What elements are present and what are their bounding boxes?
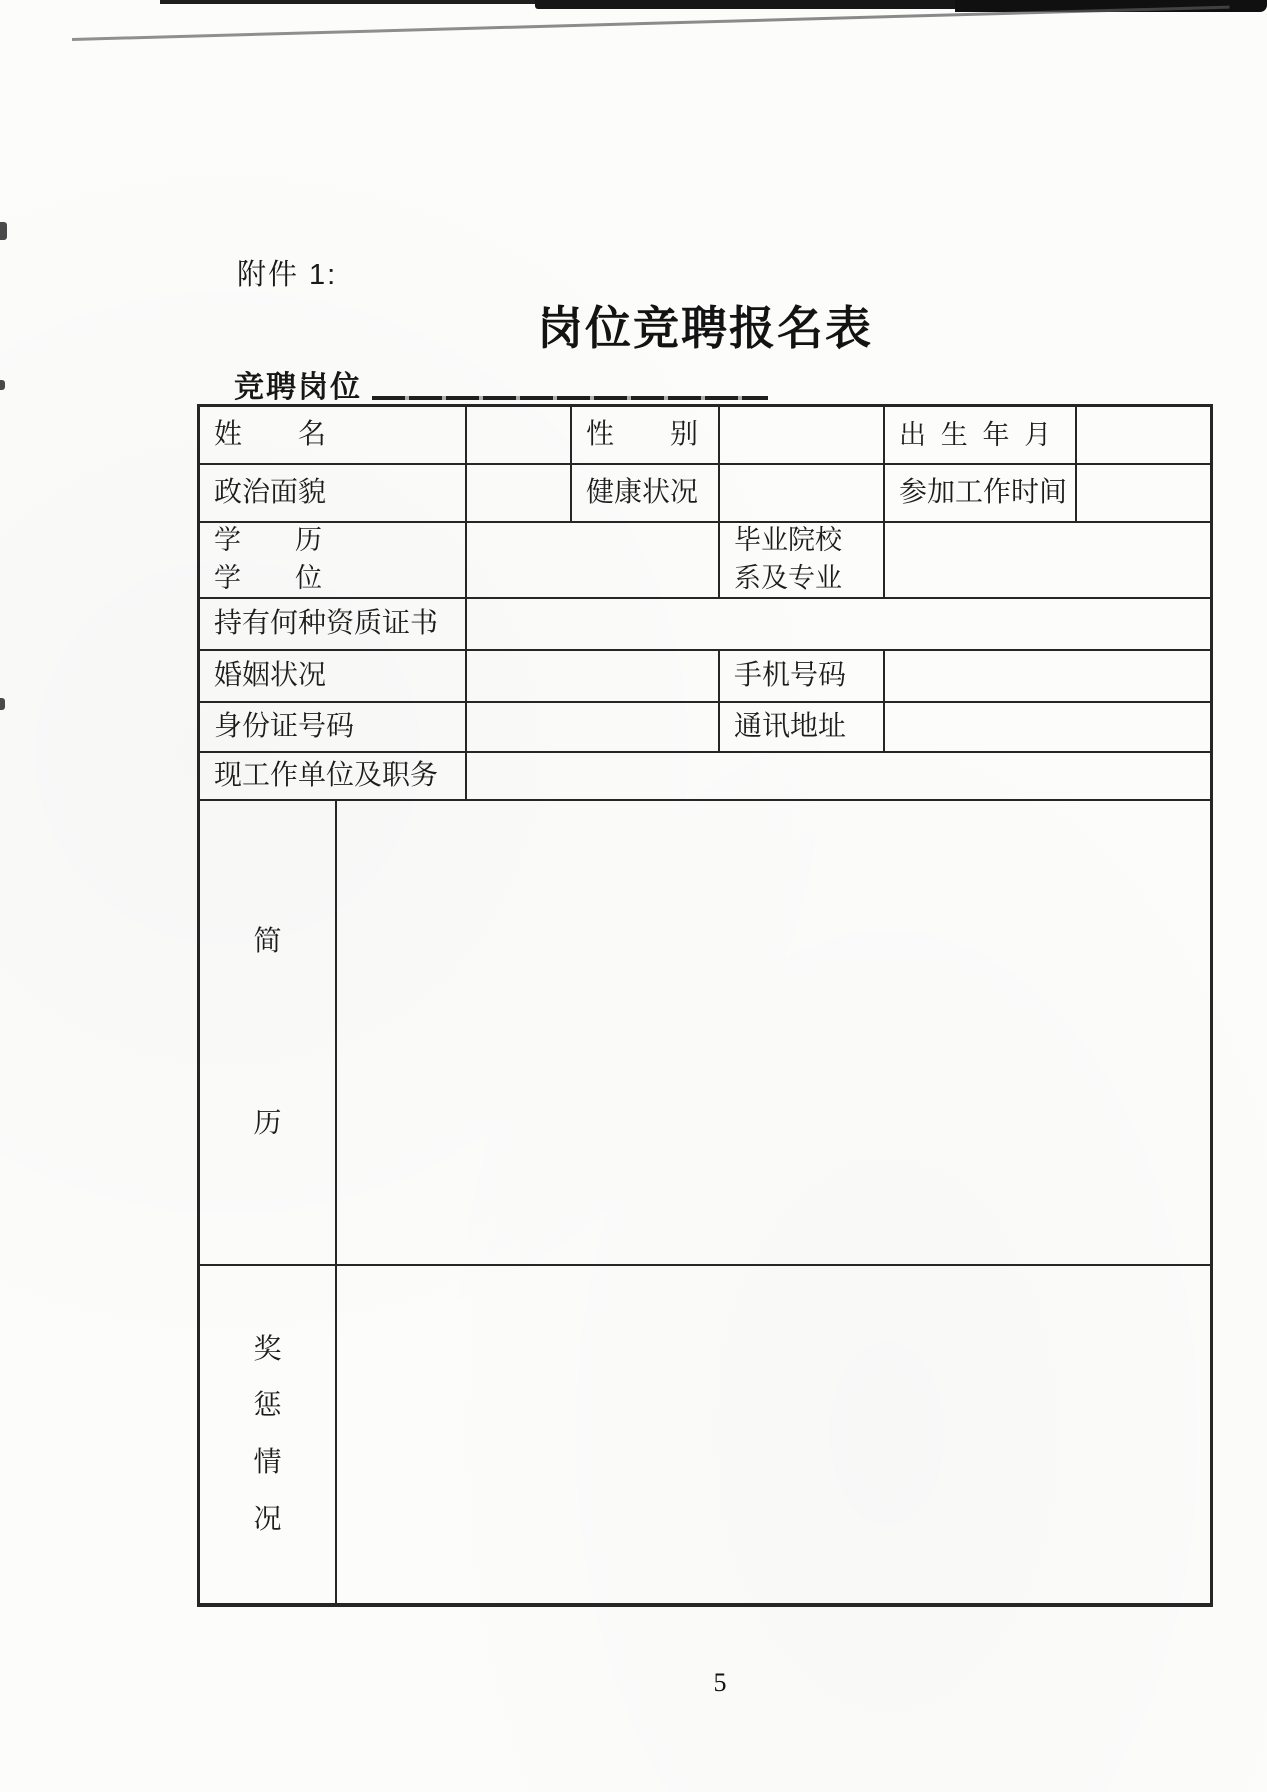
field-id-number-label: 身份证号码 <box>200 703 467 751</box>
scan-crease-line <box>72 6 1230 41</box>
field-work-start-value-cell <box>1077 465 1210 521</box>
field-birthdate-value-cell <box>1077 407 1210 463</box>
rewards-label-char4: 况 <box>253 1503 282 1535</box>
field-name-label: 姓 名 <box>200 407 467 463</box>
field-health-value-cell <box>720 465 885 521</box>
field-address-label: 通讯地址 <box>720 703 885 751</box>
field-political-status-value-cell <box>467 465 572 521</box>
field-gender-value-cell <box>720 407 885 463</box>
field-school-major-label <box>720 523 885 597</box>
education-label-line2: 学 位 <box>214 563 322 593</box>
school-label-line2: 系及专业 <box>734 563 842 593</box>
rewards-label-char1: 奖 <box>253 1333 282 1365</box>
field-education-degree-value-cell <box>467 523 720 597</box>
scan-speck <box>0 222 7 240</box>
field-resume-label <box>200 801 337 1264</box>
education-label-line1: 学 历 <box>214 525 322 556</box>
field-rewards-label <box>200 1266 337 1603</box>
resume-label-char1: 简 <box>253 925 282 957</box>
form-title: 岗位竞聘报名表 <box>537 302 873 354</box>
field-rewards-content-cell <box>337 1266 1210 1603</box>
position-field-underline <box>372 396 768 400</box>
school-label-line1: 毕业院校 <box>734 525 842 556</box>
field-employer-label: 现工作单位及职务 <box>200 753 467 799</box>
resume-label-char2: 历 <box>253 1107 282 1139</box>
rewards-label-char3: 情 <box>253 1447 282 1478</box>
field-marital-label: 婚姻状况 <box>200 651 467 701</box>
table-row-id-address <box>200 703 1210 753</box>
field-address-value-cell <box>885 703 1210 751</box>
field-name-value-cell <box>467 407 572 463</box>
field-mobile-value-cell <box>885 651 1210 701</box>
field-work-start-label: 参加工作时间 <box>885 465 1077 521</box>
table-row-education <box>200 523 1210 599</box>
scan-speck <box>0 698 5 710</box>
field-certificates-value-cell <box>467 599 1210 649</box>
table-row-marital-mobile <box>200 651 1210 703</box>
field-gender-label: 性 别 <box>572 407 720 463</box>
table-row-basic-1 <box>200 407 1210 465</box>
scan-speck <box>0 380 5 390</box>
table-row-certificates <box>200 599 1210 651</box>
field-education-degree-label <box>200 523 467 597</box>
page-number: 5 <box>713 1668 727 1697</box>
field-birthdate-label: 出 生 年 月 <box>885 407 1077 463</box>
field-employer-value-cell <box>467 753 1210 799</box>
field-mobile-label: 手机号码 <box>720 651 885 701</box>
table-row-employer <box>200 753 1210 801</box>
application-form-table <box>197 404 1213 1607</box>
field-school-major-value-cell <box>885 523 1210 597</box>
field-marital-value-cell <box>467 651 720 701</box>
table-row-rewards <box>200 1266 1210 1603</box>
position-field-label: 竞聘岗位 <box>234 371 362 404</box>
field-certificates-label: 持有何种资质证书 <box>200 599 467 649</box>
field-id-number-value-cell <box>467 703 720 751</box>
table-row-resume <box>200 801 1210 1266</box>
rewards-label-char2: 惩 <box>253 1390 282 1422</box>
field-health-label: 健康状况 <box>572 465 720 521</box>
table-row-basic-2 <box>200 465 1210 523</box>
attachment-label: 附件 1: <box>237 259 338 291</box>
field-political-status-label: 政治面貌 <box>200 465 467 521</box>
field-resume-content-cell <box>337 801 1210 1264</box>
